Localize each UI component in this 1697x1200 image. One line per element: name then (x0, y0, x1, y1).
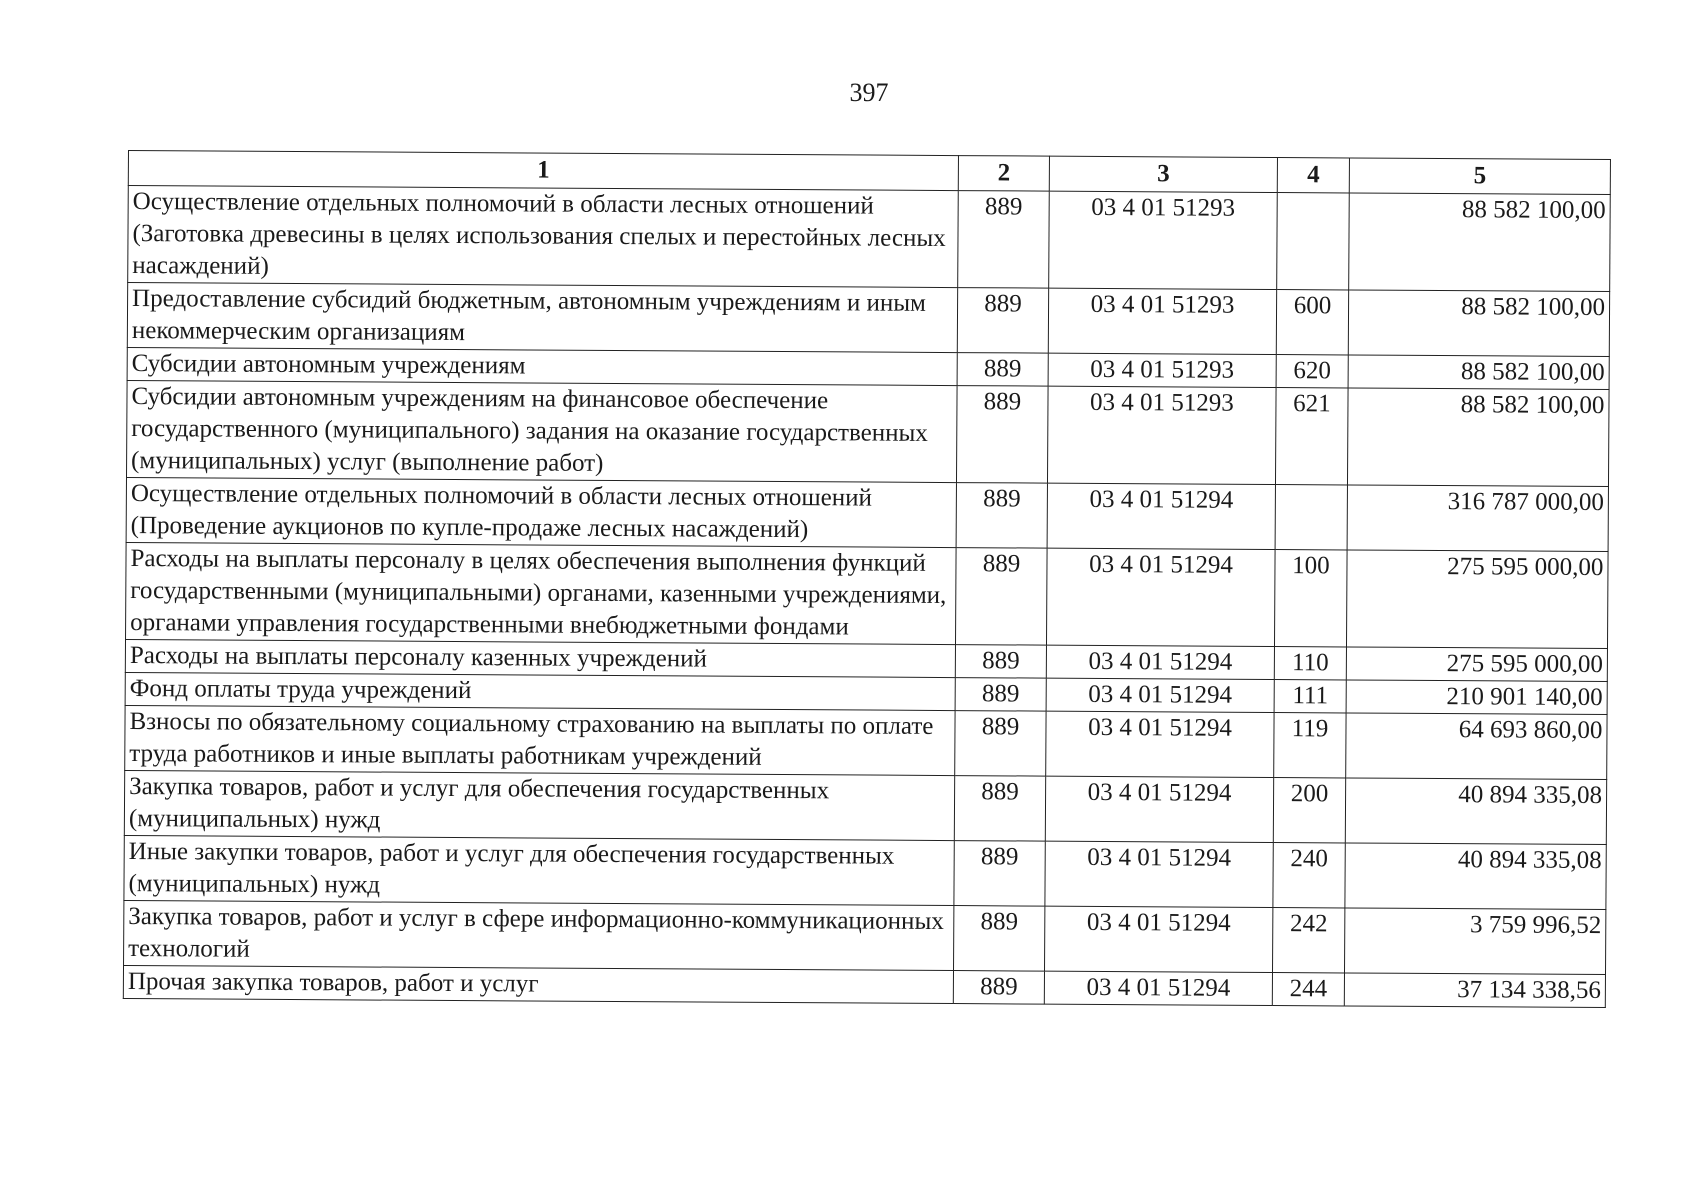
expense-type-cell: 242 (1272, 908, 1344, 973)
amount-cell: 275 595 000,00 (1346, 550, 1608, 649)
amount-cell: 40 894 335,08 (1345, 778, 1606, 845)
table-row (126, 477, 1608, 551)
header-col-4: 4 (1277, 158, 1349, 193)
target-article-cell: 03 4 01 51294 (1046, 645, 1274, 679)
target-article-cell: 03 4 01 51294 (1045, 841, 1273, 907)
amount-cell: 3 759 996,52 (1344, 908, 1605, 975)
table-body (123, 186, 1610, 1008)
target-article-cell: 03 4 01 51293 (1047, 386, 1276, 484)
budget-table (123, 150, 1611, 1008)
row-name-cell: Субсидии автономным учреждениям (127, 347, 957, 385)
ministry-code-cell: 889 (957, 288, 1048, 354)
table-row (125, 705, 1607, 779)
row-name-cell: Предоставление субсидий бюджетным, автономным учреждениям и иным некоммерческим организациям (127, 283, 957, 353)
table-row (124, 900, 1606, 974)
row-name-cell: Иные закупки товаров, работ и услуг для обеспечения государственных (муниципальных) нужд (124, 835, 954, 905)
expense-type-cell: 111 (1274, 680, 1346, 713)
amount-cell: 64 693 860,00 (1346, 713, 1607, 780)
ministry-code-cell: 889 (957, 353, 1048, 387)
table-row (124, 835, 1606, 909)
header-col-1: 1 (128, 151, 958, 191)
ministry-code-cell: 889 (955, 678, 1046, 712)
row-name-cell: Закупка товаров, работ и услуг для обеспечения государственных (муниципальных) нужд (124, 770, 954, 840)
expense-type-cell (1277, 193, 1350, 290)
ministry-code-cell: 889 (958, 191, 1050, 289)
expense-type-cell: 100 (1274, 550, 1347, 647)
ministry-code-cell: 889 (954, 841, 1045, 907)
target-article-cell: 03 4 01 51293 (1048, 353, 1276, 387)
page-number: 397 (849, 78, 889, 107)
row-name-cell: Расходы на выплаты персоналу казенных учреждений (125, 639, 955, 677)
table-row (126, 380, 1609, 486)
expense-type-cell: 244 (1272, 973, 1344, 1006)
row-name-cell: Осуществление отдельных полномочий в области лесных отношений (Проведение аукционов по купле-продаже лесных насаждений) (126, 477, 956, 547)
header-col-3: 3 (1049, 156, 1277, 192)
expense-type-cell: 119 (1274, 713, 1346, 778)
amount-cell: 88 582 100,00 (1348, 355, 1609, 390)
row-name-cell: Осуществление отдельных полномочий в области лесных отношений (Заготовка древесины в целях использования спелых и перестойных лесных насаждений) (128, 186, 959, 288)
header-col-2: 2 (958, 156, 1049, 192)
target-article-cell: 03 4 01 51294 (1046, 548, 1275, 646)
table-row (126, 542, 1609, 648)
amount-cell: 316 787 000,00 (1347, 485, 1608, 552)
expense-type-cell: 600 (1276, 290, 1348, 355)
amount-cell: 37 134 338,56 (1344, 973, 1605, 1008)
target-article-cell: 03 4 01 51294 (1047, 483, 1275, 549)
table-row (124, 770, 1606, 844)
ministry-code-cell: 889 (955, 645, 1046, 679)
row-name-cell: Расходы на выплаты персоналу в целях обеспечения выполнения функций государственными (муниципальными) органами, казенными учреждениями, органами управления государственными внебюджетными фондами (126, 542, 957, 644)
target-article-cell: 03 4 01 51294 (1044, 971, 1272, 1005)
target-article-cell: 03 4 01 51293 (1048, 288, 1276, 354)
row-name-cell: Субсидии автономным учреждениям на финансовое обеспечение государственного (муниципального) задания на оказание государственных (муниципальных) услуг (выполнение работ) (126, 380, 957, 482)
amount-cell: 88 582 100,00 (1349, 193, 1611, 292)
header-col-5: 5 (1349, 158, 1610, 195)
amount-cell: 275 595 000,00 (1346, 647, 1607, 682)
target-article-cell: 03 4 01 51294 (1046, 678, 1274, 712)
ministry-code-cell: 889 (954, 776, 1045, 842)
table-row (127, 283, 1609, 357)
expense-type-cell: 621 (1275, 388, 1348, 485)
expense-type-cell (1275, 485, 1347, 550)
table-row (128, 186, 1611, 292)
target-article-cell: 03 4 01 51294 (1046, 711, 1274, 777)
expense-type-cell: 240 (1273, 843, 1345, 908)
row-name-cell: Фонд оплаты труда учреждений (125, 672, 955, 710)
row-name-cell: Прочая закупка товаров, работ и услуг (123, 965, 953, 1003)
ministry-code-cell: 889 (956, 483, 1047, 549)
amount-cell: 210 901 140,00 (1346, 680, 1607, 715)
expense-type-cell: 200 (1273, 778, 1345, 843)
amount-cell: 88 582 100,00 (1347, 388, 1609, 487)
amount-cell: 40 894 335,08 (1345, 843, 1606, 910)
ministry-code-cell: 889 (953, 971, 1044, 1005)
row-name-cell: Закупка товаров, работ и услуг в сфере информационно-коммуникационных технологий (124, 900, 954, 970)
expense-type-cell: 110 (1274, 647, 1346, 680)
ministry-code-cell: 889 (955, 548, 1047, 646)
target-article-cell: 03 4 01 51294 (1045, 776, 1273, 842)
ministry-code-cell: 889 (955, 711, 1046, 777)
ministry-code-cell: 889 (954, 906, 1045, 972)
expense-type-cell: 620 (1276, 355, 1348, 388)
ministry-code-cell: 889 (956, 386, 1048, 484)
amount-cell: 88 582 100,00 (1348, 290, 1609, 357)
target-article-cell: 03 4 01 51293 (1049, 191, 1278, 289)
row-name-cell: Взносы по обязательному социальному страхованию на выплаты по оплате труда работников и иные выплаты работникам учреждений (125, 705, 955, 775)
target-article-cell: 03 4 01 51294 (1045, 906, 1273, 972)
